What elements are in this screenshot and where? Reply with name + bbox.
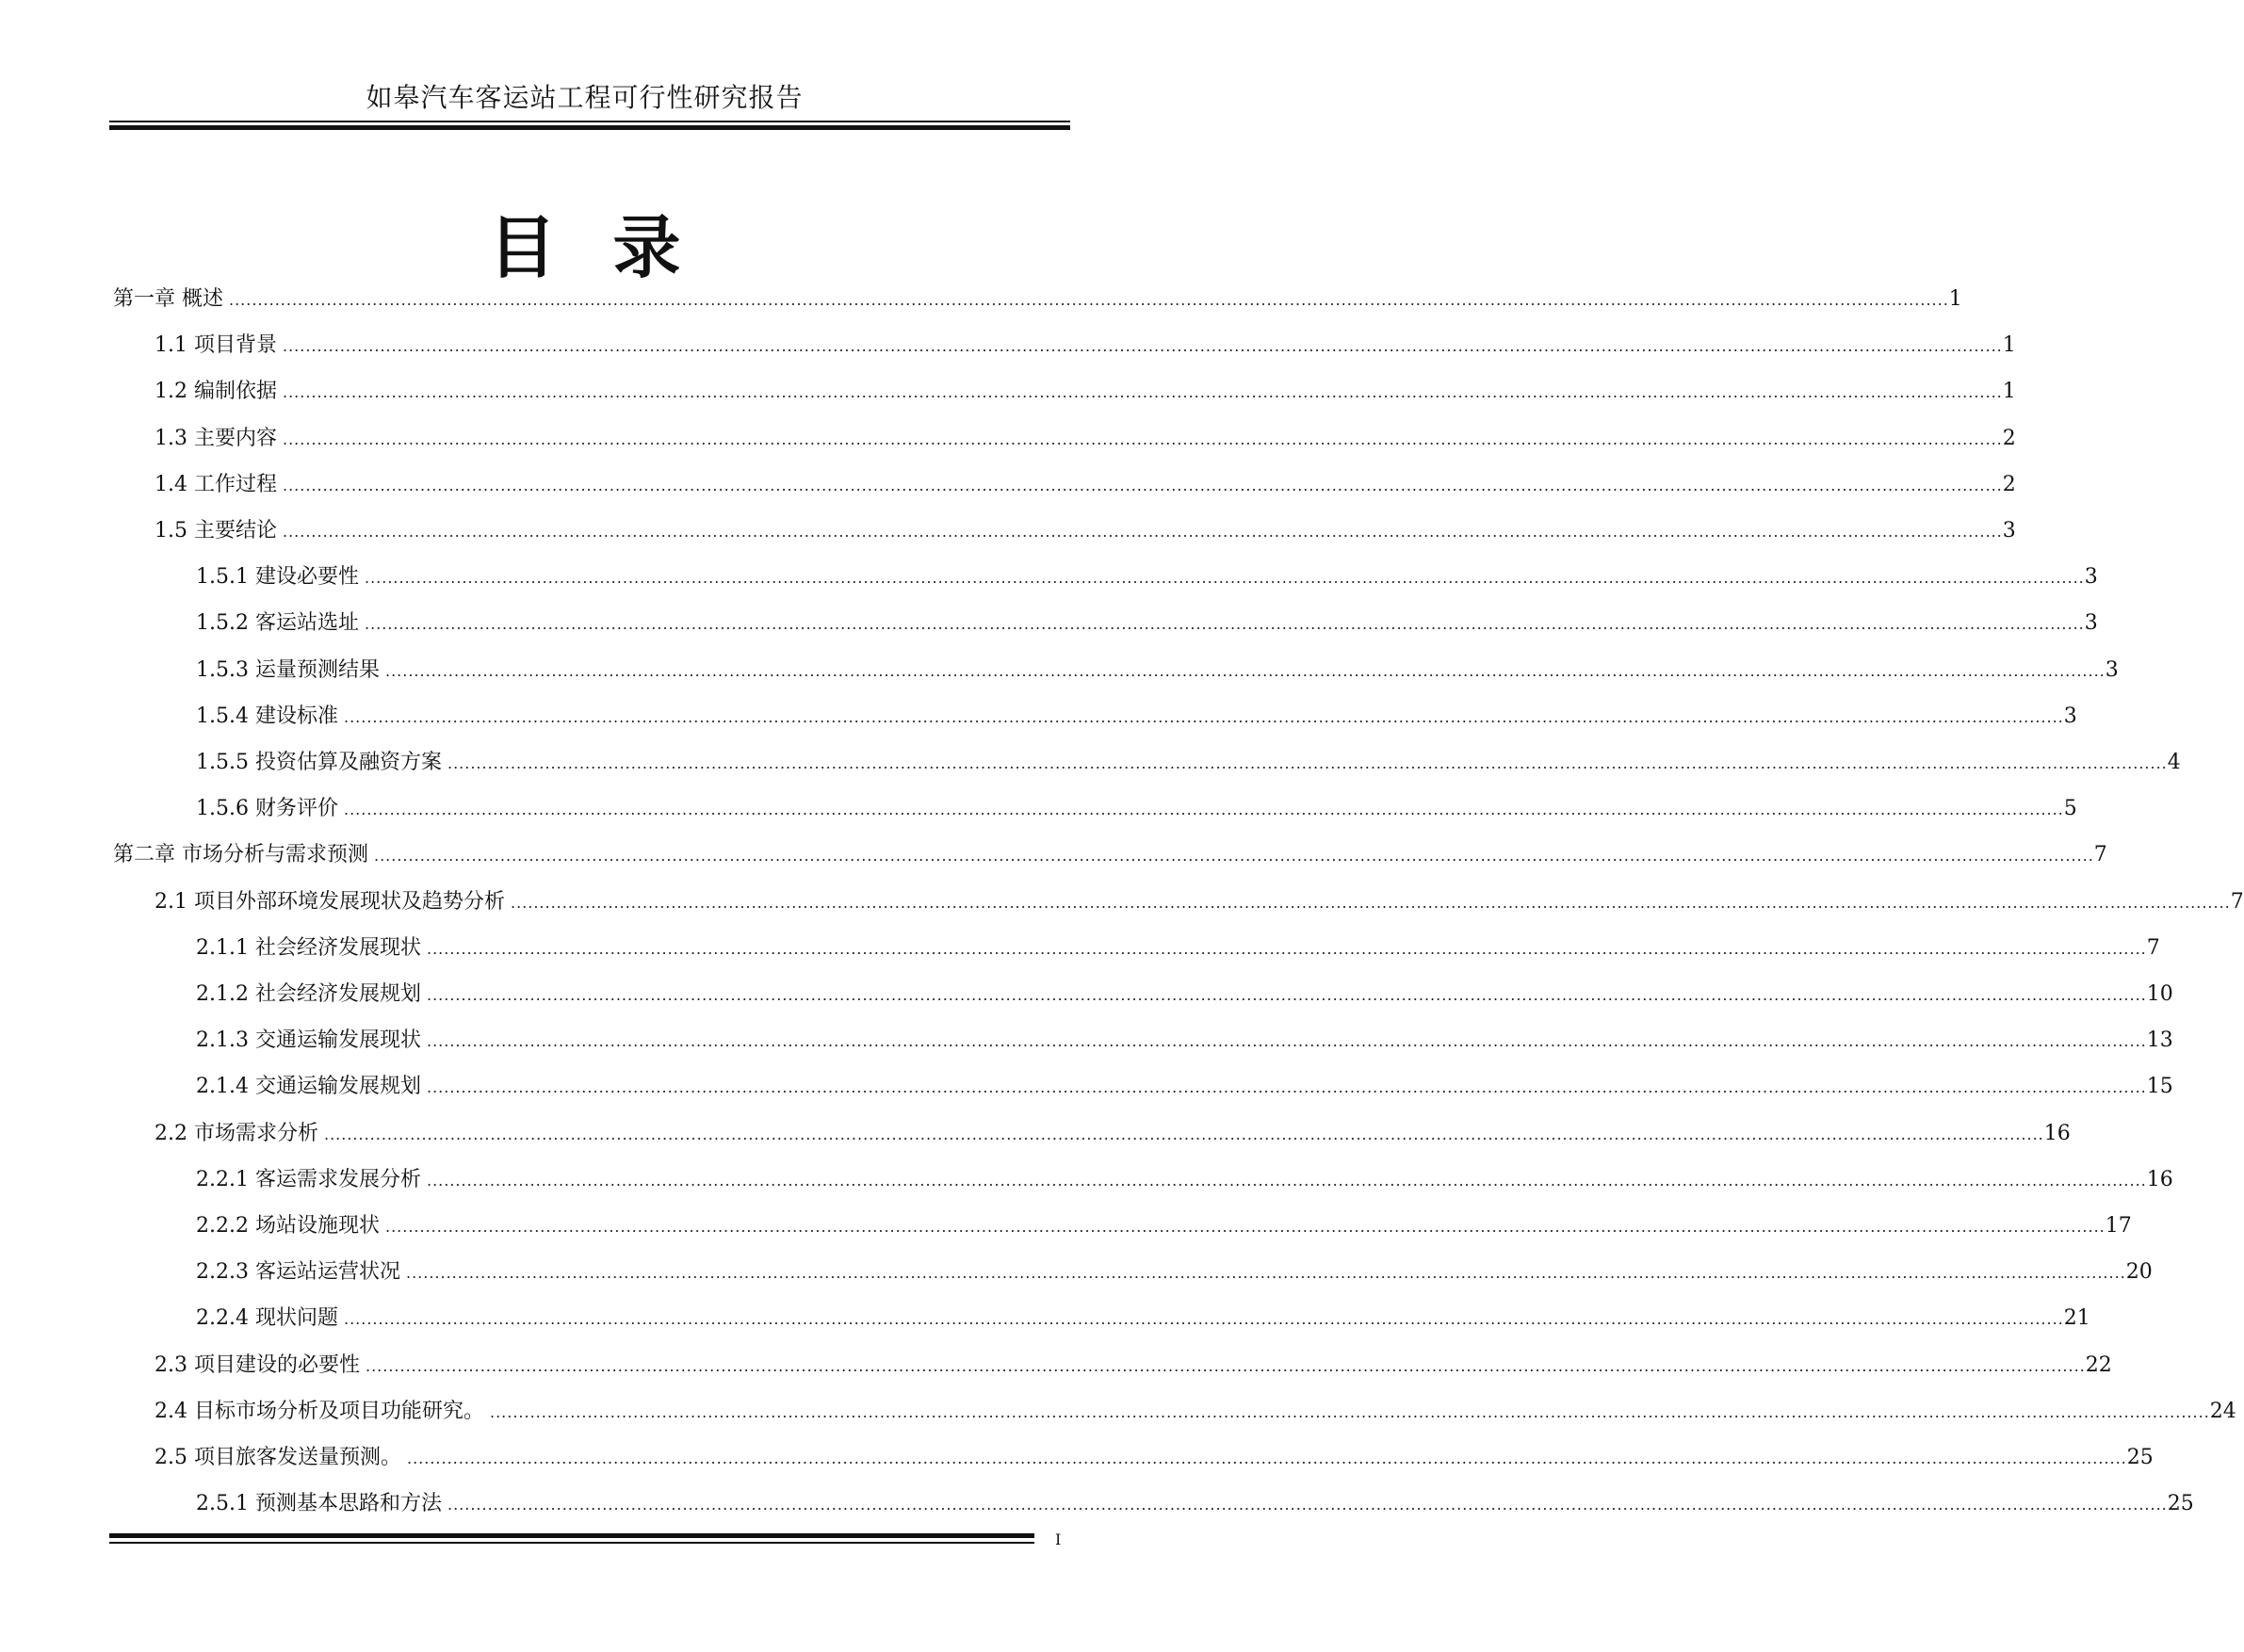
header-title: 如皋汽车客运站工程可行性研究报告 [366,82,804,113]
footer-rule-thin [109,1542,1034,1544]
toc-entry-label: 2.2.1 客运需求发展分析 [196,1168,421,1191]
toc-dot-leader: ............................................................................................................................................................................................................................................................................................................ [364,569,2085,587]
toc-dot-leader: ............................................................................................................................................................................................................................................................................................................ [426,940,2147,958]
toc-entry[interactable] [196,1303,2090,1335]
toc-entry-label: 1.1 项目背景 [154,333,277,357]
toc-dot-leader: ............................................................................................................................................................................................................................................................................................................ [282,523,2003,541]
toc-entry-label: 1.5.3 运量预测结果 [196,658,380,682]
toc-entry-label: 2.5 项目旅客发送量预测。 [154,1446,401,1469]
toc-dot-leader: ............................................................................................................................................................................................................................................................................................................ [447,1496,2168,1514]
toc-entry-page: 3 [2105,658,2119,682]
toc-entry-page: 16 [2146,1168,2173,1191]
toc-dot-leader: ............................................................................................................................................................................................................................................................................................................ [374,847,2094,865]
toc-dot-leader: ............................................................................................................................................................................................................................................................................................................ [426,1172,2147,1190]
header-rule-thick [109,125,1070,130]
toc-dot-leader: ............................................................................................................................................................................................................................................................................................................ [426,986,2147,1004]
toc-entry-page: 1 [1948,287,1962,311]
toc-entry-page: 2 [2002,473,2016,496]
toc-entry[interactable] [196,793,2077,825]
toc-entry[interactable] [113,283,1962,316]
toc-entry-label: 2.4 目标市场分析及项目功能研究。 [154,1400,484,1423]
toc-entry-label: 2.2.2 场站设施现状 [196,1214,380,1238]
toc-entry[interactable] [196,1025,2173,1057]
toc-entry-label: 2.5.1 预测基本思路和方法 [196,1492,442,1515]
toc-dot-leader: ............................................................................................................................................................................................................................................................................................................ [364,615,2085,633]
toc-entry-page: 13 [2146,1028,2173,1052]
toc-dot-leader: ............................................................................................................................................................................................................................................................................................................ [343,801,2064,818]
toc-entry-page: 3 [2063,705,2077,728]
toc-entry[interactable] [154,1442,2154,1474]
toc-entry-label: 1.5 主要结论 [154,519,277,543]
toc-entry-label: 1.4 工作过程 [154,473,277,496]
toc-entry-label: 2.1.3 交通运输发展现状 [196,1028,421,1052]
toc-dot-leader: ............................................................................................................................................................................................................................................................................................................ [282,430,2003,448]
toc-entry-label: 2.1.1 社会经济发展现状 [196,936,421,960]
toc-dot-leader: ............................................................................................................................................................................................................................................................................................................ [384,1218,2106,1236]
toc-entry-page: 3 [2002,519,2016,543]
toc-entry[interactable] [196,1488,2194,1520]
toc-entry-page: 7 [2230,890,2244,914]
toc-dot-leader: ............................................................................................................................................................................................................................................................................................................ [489,1403,2210,1421]
toc-entry[interactable] [196,1256,2153,1288]
footer-page-number: I [1055,1531,1062,1548]
toc-entry-page: 2 [2002,427,2016,450]
toc-entry[interactable] [154,330,2016,362]
toc-entry-label: 2.2.4 现状问题 [196,1306,338,1330]
toc-entry[interactable] [154,1396,2236,1428]
toc-entry[interactable] [113,839,2107,871]
toc-entry-page: 3 [2084,611,2098,635]
toc-entry-label: 2.2.3 客运站运营状况 [196,1260,400,1284]
toc-entry[interactable] [154,515,2016,547]
toc-dot-leader: ............................................................................................................................................................................................................................................................................................................ [384,662,2106,680]
toc-dot-leader: ............................................................................................................................................................................................................................................................................................................ [406,1450,2127,1467]
toc-entry-label: 第二章 市场分析与需求预测 [113,843,368,866]
toc-dot-leader: ............................................................................................................................................................................................................................................................................................................ [343,708,2064,726]
toc-dot-leader: ............................................................................................................................................................................................................................................................................................................ [229,291,1949,309]
toc-entry[interactable] [196,1071,2173,1103]
toc-entry-label: 2.1 项目外部环境发展现状及趋势分析 [154,890,505,914]
toc-dot-leader: ............................................................................................................................................................................................................................................................................................................ [365,1357,2086,1375]
toc-dot-leader: ............................................................................................................................................................................................................................................................................................................ [343,1310,2064,1328]
toc-entry[interactable] [154,376,2016,408]
toc-entry-page: 1 [2002,380,2016,403]
toc-entry-page: 22 [2085,1353,2112,1377]
toc-heading: 目录 [488,207,738,287]
toc-entry-page: 7 [2093,843,2107,866]
toc-dot-leader: ............................................................................................................................................................................................................................................................................................................ [282,477,2003,494]
toc-dot-leader: ............................................................................................................................................................................................................................................................................................................ [282,337,2003,355]
toc-entry[interactable] [196,932,2160,964]
toc-entry-label: 1.5.6 财务评价 [196,797,338,820]
toc-entry-page: 17 [2105,1214,2132,1238]
toc-entry-label: 2.1.2 社会经济发展规划 [196,982,421,1006]
toc-entry-page: 24 [2209,1400,2236,1423]
toc-entry-page: 1 [2002,333,2016,357]
toc-entry[interactable] [196,561,2098,593]
toc-dot-leader: ............................................................................................................................................................................................................................................................................................................ [510,894,2231,912]
toc-entry-page: 15 [2146,1075,2173,1098]
toc-entry-page: 16 [2043,1122,2071,1145]
header-rule-thin [109,121,1070,122]
toc-entry[interactable] [154,1350,2112,1382]
toc-entry[interactable] [196,1210,2132,1242]
toc-dot-leader: ............................................................................................................................................................................................................................................................................................................ [405,1264,2126,1282]
toc-entry-page: 7 [2146,936,2160,960]
toc-dot-leader: ............................................................................................................................................................................................................................................................................................................ [282,383,2003,401]
toc-entry[interactable] [154,423,2016,455]
toc-entry[interactable] [196,979,2173,1011]
toc-dot-leader: ............................................................................................................................................................................................................................................................................................................ [447,754,2168,772]
toc-entry[interactable] [196,655,2119,687]
toc-entry[interactable] [196,607,2098,640]
toc-entry[interactable] [196,701,2077,733]
toc-entry-page: 4 [2167,751,2181,774]
toc-entry-label: 1.2 编制依据 [154,380,277,403]
toc-entry[interactable] [196,1164,2173,1196]
toc-entry-label: 1.3 主要内容 [154,427,277,450]
toc-entry-page: 5 [2063,797,2077,820]
toc-entry-page: 3 [2084,565,2098,589]
toc-entry[interactable] [154,1118,2071,1150]
toc-entry[interactable] [154,469,2016,501]
toc-entry[interactable] [154,886,2244,918]
toc-entry-page: 20 [2125,1260,2153,1284]
toc-entry-label: 2.3 项目建设的必要性 [154,1353,360,1377]
toc-entry-page: 25 [2126,1446,2154,1469]
toc-dot-leader: ............................................................................................................................................................................................................................................................................................................ [323,1126,2044,1143]
toc-entry-label: 1.5.2 客运站选址 [196,611,359,635]
toc-entry-label: 1.5.5 投资估算及融资方案 [196,751,442,774]
toc-entry-label: 2.2 市场需求分析 [154,1122,318,1145]
toc-entry-label: 1.5.1 建设必要性 [196,565,359,589]
toc-entry-label: 2.1.4 交通运输发展规划 [196,1075,421,1098]
toc-dot-leader: ............................................................................................................................................................................................................................................................................................................ [426,1078,2147,1096]
toc-entry-label: 1.5.4 建设标准 [196,705,338,728]
toc-dot-leader: ............................................................................................................................................................................................................................................................................................................ [426,1032,2147,1050]
toc-entry-page: 21 [2063,1306,2090,1330]
footer-rule-thick [109,1533,1034,1538]
toc-entry-label: 第一章 概述 [113,287,223,311]
toc-entry-page: 25 [2167,1492,2194,1515]
toc-entry[interactable] [196,747,2181,779]
toc-entry-page: 10 [2146,982,2173,1006]
